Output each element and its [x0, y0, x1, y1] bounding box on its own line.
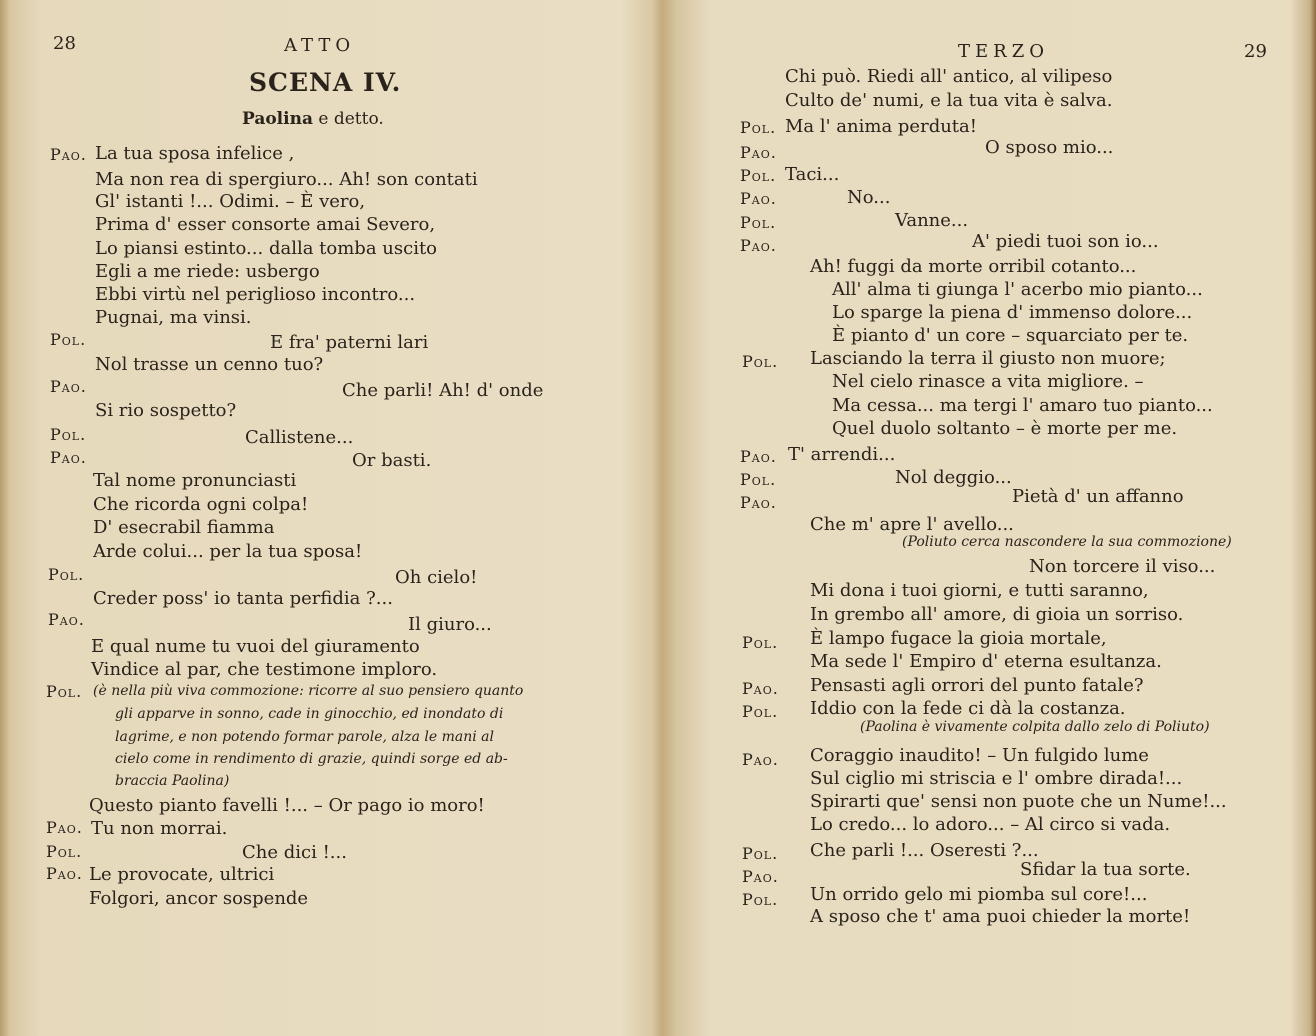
speaker-label: Pao. — [742, 867, 779, 886]
stage-direction: braccia Paolina) — [115, 773, 230, 789]
verse-line: Che dici !... — [242, 842, 347, 863]
verse-line: Vanne... — [895, 210, 969, 231]
speaker-label: Pao. — [48, 610, 85, 629]
running-head: ATTO — [284, 35, 356, 56]
verse-line: Il giuro... — [408, 614, 492, 635]
verse-line: E fra' paterni lari — [270, 332, 429, 353]
verse-line: Pugnai, ma vinsi. — [95, 307, 252, 328]
speaker-label: Pol. — [740, 166, 777, 185]
verse-line: Ma non rea di spergiuro... Ah! son contati — [95, 169, 478, 190]
verse-line: A sposo che t' ama puoi chieder la morte! — [810, 906, 1191, 927]
scene-subtitle — [242, 109, 384, 129]
right-page — [662, 0, 1316, 1036]
verse-line: No... — [847, 187, 891, 208]
verse-line: Vindice al par, che testimone imploro. — [91, 659, 438, 680]
verse-line: Lasciando la terra il giusto non muore; — [810, 348, 1166, 369]
speaker-label: Pol. — [48, 565, 85, 584]
verse-line: Taci... — [785, 164, 840, 185]
verse-line: Le provocate, ultrici — [89, 864, 275, 885]
speaker-label: Pao. — [742, 679, 779, 698]
verse-line: Ma sede l' Empiro d' eterna esultanza. — [810, 651, 1162, 672]
speaker-label: Pol. — [740, 118, 777, 137]
verse-line: Questo pianto favelli !... – Or pago io moro! — [89, 795, 485, 816]
verse-line: Sul ciglio mi striscia e l' ombre dirada!... — [810, 768, 1183, 789]
verse-line: Pietà d' un affanno — [1012, 486, 1184, 507]
verse-line: Egli a me riede: usbergo — [95, 261, 320, 282]
verse-line: Callistene... — [245, 427, 354, 448]
speaker-label: Pao. — [740, 447, 777, 466]
speaker-label: Pao. — [740, 189, 777, 208]
verse-line: Ma cessa... ma tergi l' amaro tuo pianto... — [832, 395, 1213, 416]
verse-line: Che parli !... Oseresti ?... — [810, 840, 1039, 861]
page-number: 28 — [53, 33, 76, 54]
verse-line: All' alma ti giunga l' acerbo mio pianto... — [832, 279, 1203, 300]
running-head: TERZO — [958, 41, 1049, 62]
verse-line: La tua sposa infelice , — [95, 143, 295, 164]
speaker-label: Pao. — [50, 377, 87, 396]
speaker-label: Pao. — [740, 493, 777, 512]
verse-line: Tu non morrai. — [91, 818, 228, 839]
verse-line: Folgori, ancor sospende — [89, 888, 309, 909]
verse-line: Creder poss' io tanta perfidia ?... — [93, 588, 393, 609]
speaker-label: Pao. — [742, 750, 779, 769]
speaker-label: Pol. — [740, 213, 777, 232]
verse-line: Chi può. Riedi all' antico, al vilipeso — [785, 66, 1113, 87]
speaker-label: Pol. — [742, 890, 779, 909]
stage-direction: (Poliuto cerca nascondere la sua commozione) — [902, 534, 1232, 550]
verse-line: Tal nome pronunciasti — [93, 470, 297, 491]
verse-line: D' esecrabil fiamma — [93, 517, 275, 538]
verse-line: E qual nume tu vuoi del giuramento — [91, 636, 420, 657]
speaker-label: Pol. — [742, 352, 779, 371]
verse-line: Nel cielo rinasce a vita migliore. – — [832, 371, 1144, 392]
speaker-label: Pao. — [50, 448, 87, 467]
verse-line: Ma l' anima perduta! — [785, 116, 978, 137]
scene-title: SCENA IV. — [249, 68, 402, 97]
speaker-label: Pol. — [742, 702, 779, 721]
verse-line: Quel duolo soltanto – è morte per me. — [832, 418, 1178, 439]
stage-direction: lagrime, e non potendo formar parole, alza le mani al — [115, 729, 494, 745]
verse-line: Nol deggio... — [895, 467, 1012, 488]
verse-line: Gl' istanti !... Odimi. – È vero, — [95, 191, 366, 212]
verse-line: Lo sparge la piena d' immenso dolore... — [832, 302, 1193, 323]
speaker-label: Pao. — [740, 236, 777, 255]
stage-direction: cielo come in rendimento di grazie, quindi sorge ed ab- — [115, 751, 508, 767]
verse-line: Prima d' esser consorte amai Severo, — [95, 214, 436, 235]
verse-line: Nol trasse un cenno tuo? — [95, 354, 324, 375]
verse-line: Lo piansi estinto... dalla tomba uscito — [95, 238, 438, 259]
stage-direction: (è nella più viva commozione: ricorre al suo pensiero quanto — [93, 683, 524, 699]
verse-line: Un orrido gelo mi piomba sul core!... — [810, 884, 1148, 905]
speaker-label: Pao. — [50, 145, 87, 164]
scene-subtitle-rest: e detto. — [318, 109, 384, 129]
verse-line: Pensasti agli orrori del punto fatale? — [810, 675, 1144, 696]
verse-line: Sfidar la tua sorte. — [1020, 859, 1191, 880]
verse-line: Spirarti que' sensi non puote che un Nume!... — [810, 791, 1227, 812]
verse-line: È lampo fugace la gioia mortale, — [810, 628, 1107, 649]
speaker-label: Pol. — [742, 633, 779, 652]
speaker-label: Pol. — [50, 425, 87, 444]
verse-line: Che parli! Ah! d' onde — [342, 380, 544, 401]
verse-line: Ebbi virtù nel periglioso incontro... — [95, 284, 416, 305]
stage-direction: (Paolina è vivamente colpita dallo zelo di Poliuto) — [860, 719, 1210, 735]
verse-line: Lo credo... lo adoro... – Al circo si vada. — [810, 814, 1171, 835]
verse-line: È pianto d' un core – squarciato per te. — [832, 325, 1189, 346]
verse-line: A' piedi tuoi son io... — [972, 231, 1159, 252]
speaker-label: Pol. — [740, 470, 777, 489]
speaker-label: Pao. — [46, 818, 83, 837]
speaker-label: Pol. — [46, 842, 83, 861]
verse-line: Coraggio inaudito! – Un fulgido lume — [810, 745, 1149, 766]
verse-line: Mi dona i tuoi giorni, e tutti saranno, — [810, 580, 1149, 601]
verse-line: Iddio con la fede ci dà la costanza. — [810, 698, 1126, 719]
verse-line: Culto de' numi, e la tua vita è salva. — [785, 90, 1113, 111]
speaker-label: Pol. — [46, 682, 83, 701]
verse-line: Oh cielo! — [395, 567, 478, 588]
verse-line: Che m' apre l' avello... — [810, 514, 1014, 535]
verse-line: Or basti. — [352, 450, 432, 471]
stage-direction: gli apparve in sonno, cade in ginocchio, ed inondato di — [115, 706, 504, 722]
speaker-label: Pao. — [740, 143, 777, 162]
page-number: 29 — [1244, 41, 1267, 62]
verse-line: Che ricorda ogni colpa! — [93, 494, 309, 515]
speaker-label: Pol. — [742, 844, 779, 863]
verse-line: T' arrendi... — [788, 444, 896, 465]
scene-subtitle-name: Paolina — [242, 109, 313, 129]
verse-line: Arde colui... per la tua sposa! — [93, 541, 363, 562]
verse-line: Si rio sospetto? — [95, 400, 237, 421]
verse-line: Non torcere il viso... — [1029, 556, 1216, 577]
speaker-label: Pol. — [50, 330, 87, 349]
speaker-label: Pao. — [46, 864, 83, 883]
verse-line: Ah! fuggi da morte orribil cotanto... — [810, 256, 1137, 277]
verse-line: In grembo all' amore, di gioia un sorriso. — [810, 604, 1184, 625]
verse-line: O sposo mio... — [985, 137, 1114, 158]
